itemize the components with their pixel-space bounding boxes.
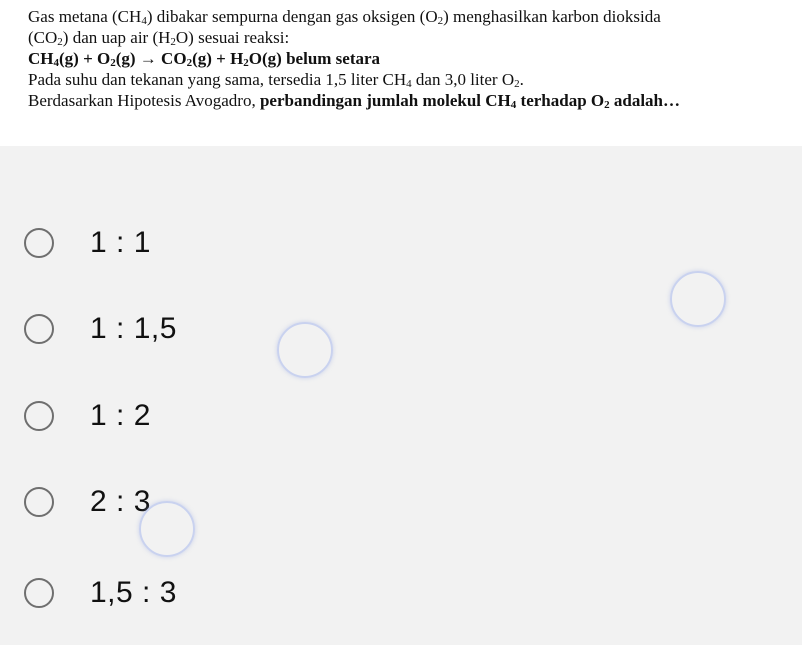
equation-text: CH bbox=[28, 49, 54, 68]
radio-button[interactable] bbox=[24, 487, 54, 517]
question-line-1 bbox=[28, 6, 802, 27]
answer-option-a[interactable] bbox=[24, 220, 324, 266]
subscript: 4 bbox=[53, 57, 59, 69]
equation-text: (g) → CO bbox=[115, 49, 187, 68]
radio-button[interactable] bbox=[24, 401, 54, 431]
subscript: 2 bbox=[186, 57, 193, 69]
question-text: ) menghasilkan karbon dioksida bbox=[443, 7, 661, 26]
question-line-4 bbox=[28, 69, 802, 90]
radio-button[interactable] bbox=[24, 578, 54, 608]
subscript: 2 bbox=[437, 15, 444, 27]
option-label: 1 : 1,5 bbox=[90, 312, 177, 345]
subscript: 2 bbox=[110, 57, 116, 69]
radio-button[interactable] bbox=[24, 314, 54, 344]
question-text: adalah… bbox=[609, 91, 681, 110]
reaction-equation bbox=[28, 48, 802, 69]
option-label: 2 : 3 bbox=[90, 485, 151, 518]
ghost-circle-overlay bbox=[670, 271, 726, 327]
question-text: (CO bbox=[28, 28, 58, 47]
subscript: 4 bbox=[141, 15, 147, 27]
question-card bbox=[0, 0, 802, 146]
subscript: 4 bbox=[510, 99, 517, 111]
question-text: ) dan uap air (H bbox=[62, 28, 171, 47]
question-line-5 bbox=[28, 90, 802, 111]
question-text: Pada suhu dan tekanan yang sama, tersedia 1,5 liter CH bbox=[28, 70, 407, 89]
answer-option-e[interactable] bbox=[24, 570, 324, 616]
equation-text: (g) + O bbox=[59, 49, 111, 68]
question-prompt bbox=[260, 91, 680, 110]
question-text: ) dibakar sempurna dengan gas oksigen (O bbox=[146, 7, 438, 26]
equation-text: (g) + H bbox=[192, 49, 244, 68]
question-text: Gas metana (CH bbox=[28, 7, 142, 26]
subscript: 2 bbox=[243, 57, 249, 69]
ghost-circle-overlay bbox=[277, 322, 333, 378]
question-text: Berdasarkan Hipotesis Avogadro, bbox=[28, 91, 260, 110]
question-text: O) sesuai reaksi: bbox=[175, 28, 290, 47]
subscript: 2 bbox=[170, 36, 176, 48]
option-label: 1 : 1 bbox=[90, 226, 151, 259]
answer-option-c[interactable] bbox=[24, 393, 324, 439]
question-text: terhadap O bbox=[516, 91, 605, 110]
subscript: 2 bbox=[604, 99, 610, 111]
question-line-2 bbox=[28, 27, 802, 48]
ghost-circle-overlay bbox=[139, 501, 195, 557]
option-label: 1 : 2 bbox=[90, 399, 151, 432]
subscript: 4 bbox=[406, 78, 412, 90]
question-text: perbandingan jumlah molekul CH bbox=[259, 91, 511, 110]
equation-text: O(g) belum setara bbox=[248, 49, 381, 68]
radio-button[interactable] bbox=[24, 228, 54, 258]
question-text: . bbox=[519, 70, 524, 89]
option-label: 1,5 : 3 bbox=[90, 576, 177, 609]
question-text: dan 3,0 liter O bbox=[411, 70, 515, 89]
subscript: 2 bbox=[57, 36, 63, 48]
subscript: 2 bbox=[514, 78, 520, 90]
